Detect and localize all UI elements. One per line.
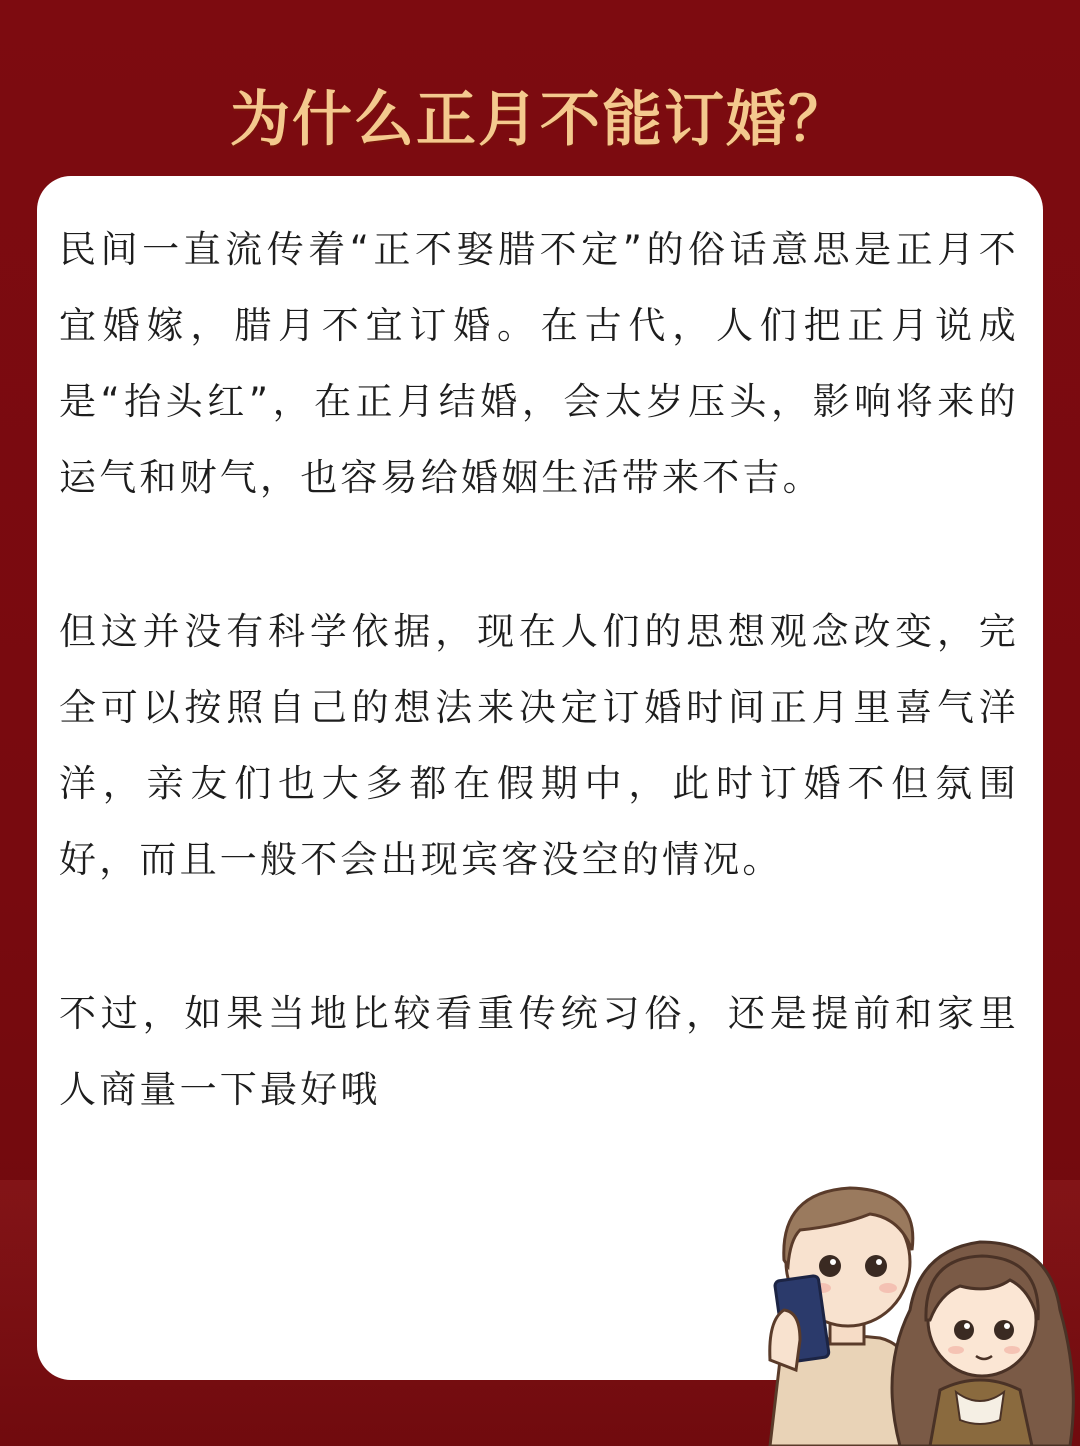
girl-eye-right [994,1320,1014,1340]
paragraph-3: 不过，如果当地比较看重传统习俗，还是提前和家里人商量一下最好哦 [59,992,1019,1111]
paragraph-1: 民间一直流传着“正不娶腊不定”的俗话意思是正月不宜婚嫁，腊月不宜订婚。在古代，人们把正月说成是“抬头红”，在正月结婚，会太岁压头，影响将来的运气和财气，也容易给婚姻生活带来不吉。 [59,228,1019,499]
boy-hand [770,1310,800,1370]
couple-cartoon-illustration [760,1170,1080,1446]
boy-eye-left [819,1255,841,1277]
page-title: 为什么正月不能订婚？ [230,85,850,155]
girl-eye-left [954,1320,974,1340]
boy-eye-right [865,1255,887,1277]
paragraph-2: 但这并没有科学依据，现在人们的思想观念改变，完全可以按照自己的想法来决定订婚时间正月里喜气洋洋，亲友们也大多都在假期中，此时订婚不但氛围好，而且一般不会出现宾客没空的情况。 [59,610,1019,881]
